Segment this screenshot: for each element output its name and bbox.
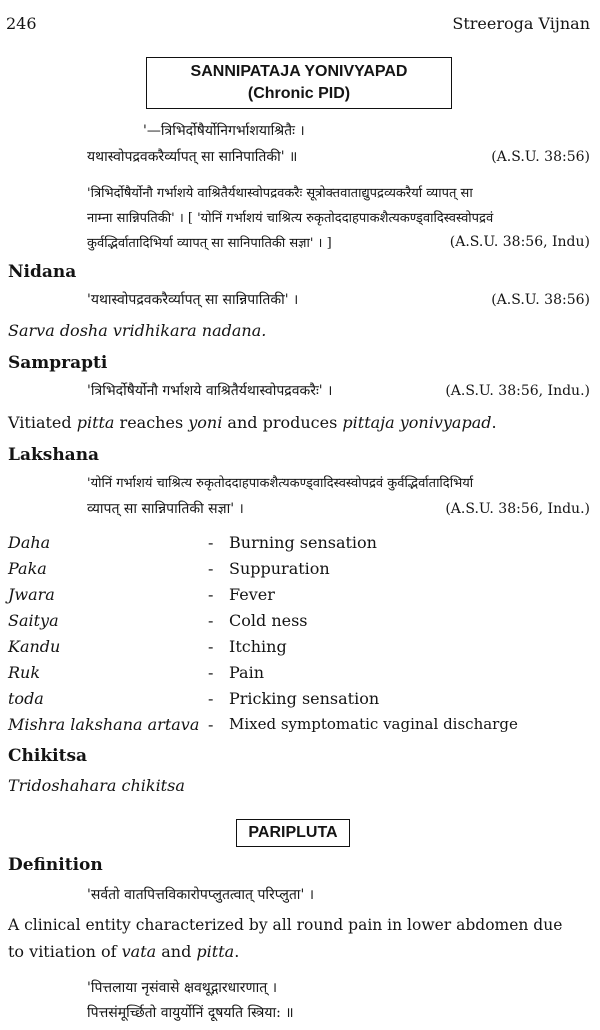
nidana-heading: Nidana xyxy=(8,262,77,282)
symptom-meaning: Pricking sensation xyxy=(229,689,380,708)
shloka-line: यथास्वोपद्रवकरैर्व्यापत् सा सानिपातिकी' ॥ xyxy=(87,149,298,165)
samprapti-text: Vitiated pitta reaches yoni and produces pittaja yonivyapad. xyxy=(8,413,497,432)
running-title: Streeroga Vijnan xyxy=(452,14,590,33)
symptom-dash: - xyxy=(208,533,214,552)
symptom-dash: - xyxy=(208,637,214,656)
shloka-line: 'यथास्वोपद्रवकरैर्व्यापत् सा सान्निपातिकी' । xyxy=(87,292,299,308)
symptom-meaning: Mixed symptomatic vaginal discharge xyxy=(229,715,518,733)
section-title: SANNIPATAJA YONIVYAPAD xyxy=(190,63,408,80)
samprapti-heading: Samprapti xyxy=(8,353,108,373)
chikitsa-text: Tridoshahara chikitsa xyxy=(8,776,185,795)
symptom-dash: - xyxy=(208,611,214,630)
symptom-meaning: Pain xyxy=(229,663,265,682)
symptom-dash: - xyxy=(208,585,214,604)
lakshana-heading: Lakshana xyxy=(8,445,100,465)
symptom-term: Ruk xyxy=(8,663,41,682)
section-title-box xyxy=(146,57,452,109)
symptom-meaning: Fever xyxy=(229,585,275,604)
shloka-line: व्यापत् सा सान्निपातिकी सज्ञा' । xyxy=(87,501,244,517)
symptom-term: Jwara xyxy=(8,585,55,604)
page-number: 246 xyxy=(6,14,37,33)
citation: (A.S.U. 38:56, Indu.) xyxy=(445,501,590,517)
shloka-line: '—त्रिभिर्दोषैर्योनिगर्भाशयाश्रितैः । xyxy=(143,123,305,139)
symptom-term: Saitya xyxy=(8,611,59,630)
symptom-term: Paka xyxy=(8,559,47,578)
symptom-term: Kandu xyxy=(8,637,61,656)
section-title-box xyxy=(236,819,350,847)
shloka-line: पित्तसंमूर्च्छितो वायुर्योनिं दूषयति स्त्रिया: ॥ xyxy=(87,1005,294,1021)
shloka-line: 'योनिं गर्भाशयं चाश्रित्य रुकृतोददाहपाकशैत्यकण्ड्वादिस्वस्वोपद्रवं कुर्वद्भिर्वातादिभिर्या xyxy=(87,476,474,491)
symptom-term: Mishra lakshana artava xyxy=(8,715,200,734)
symptom-meaning: Itching xyxy=(229,637,287,656)
commentary-line: नाम्ना सान्निपतिकी' । [ 'योनिं गर्भाशयं चाश्रित्य रुकृतोददाहपाकशैत्यकण्ड्वादिस्वस्वोपद्रवं xyxy=(87,211,494,226)
symptom-meaning: Burning sensation xyxy=(229,533,377,552)
chikitsa-heading: Chikitsa xyxy=(8,746,88,766)
nidana-text: Sarva dosha vridhikara nadana. xyxy=(8,321,267,340)
symptom-term: toda xyxy=(8,689,44,708)
symptom-dash: - xyxy=(208,663,214,682)
definition-heading: Definition xyxy=(8,855,103,875)
symptom-dash: - xyxy=(208,689,214,708)
definition-text: to vitiation of vata and pitta. xyxy=(8,942,240,961)
symptom-dash: - xyxy=(208,559,214,578)
citation: (A.S.U. 38:56) xyxy=(491,149,590,165)
section-subtitle: (Chronic PID) xyxy=(247,85,351,102)
shloka-line: 'पित्तलाया नृसंवासे क्षवथूद्गारधारणात् । xyxy=(87,980,278,996)
commentary-line: 'त्रिभिर्दोषैर्योनौ गर्भाशये वाश्रितैर्यथास्वोपद्रवकरैः सूत्रोक्तवाताद्युपद्रव्यकरैर्या व्यापत् सा xyxy=(87,186,473,201)
citation: (A.S.U. 38:56, Indu.) xyxy=(445,383,590,399)
shloka-line: 'त्रिभिर्दोषैर्योनौ गर्भाशये वाश्रितैर्यथास्वोपद्रवकरैः' । xyxy=(87,383,333,399)
shloka-line: 'सर्वतो वातपित्तविकारोपप्लुतत्वात् परिप्लुता' । xyxy=(87,887,315,903)
citation: (A.S.U. 38:56) xyxy=(491,292,590,308)
symptom-term: Daha xyxy=(8,533,51,552)
definition-text: A clinical entity characterized by all round pain in lower abdomen due xyxy=(8,916,563,934)
symptom-dash: - xyxy=(208,715,214,734)
symptom-meaning: Cold ness xyxy=(229,611,308,630)
symptom-meaning: Suppuration xyxy=(229,559,330,578)
section-title: PARIPLUTA xyxy=(248,824,338,841)
commentary-line: कुर्वद्भिर्वातादिभिर्या व्यापत् सा सानिपातिकी सज्ञा' । ] xyxy=(87,236,332,251)
citation: (A.S.U. 38:56, Indu) xyxy=(449,234,590,250)
